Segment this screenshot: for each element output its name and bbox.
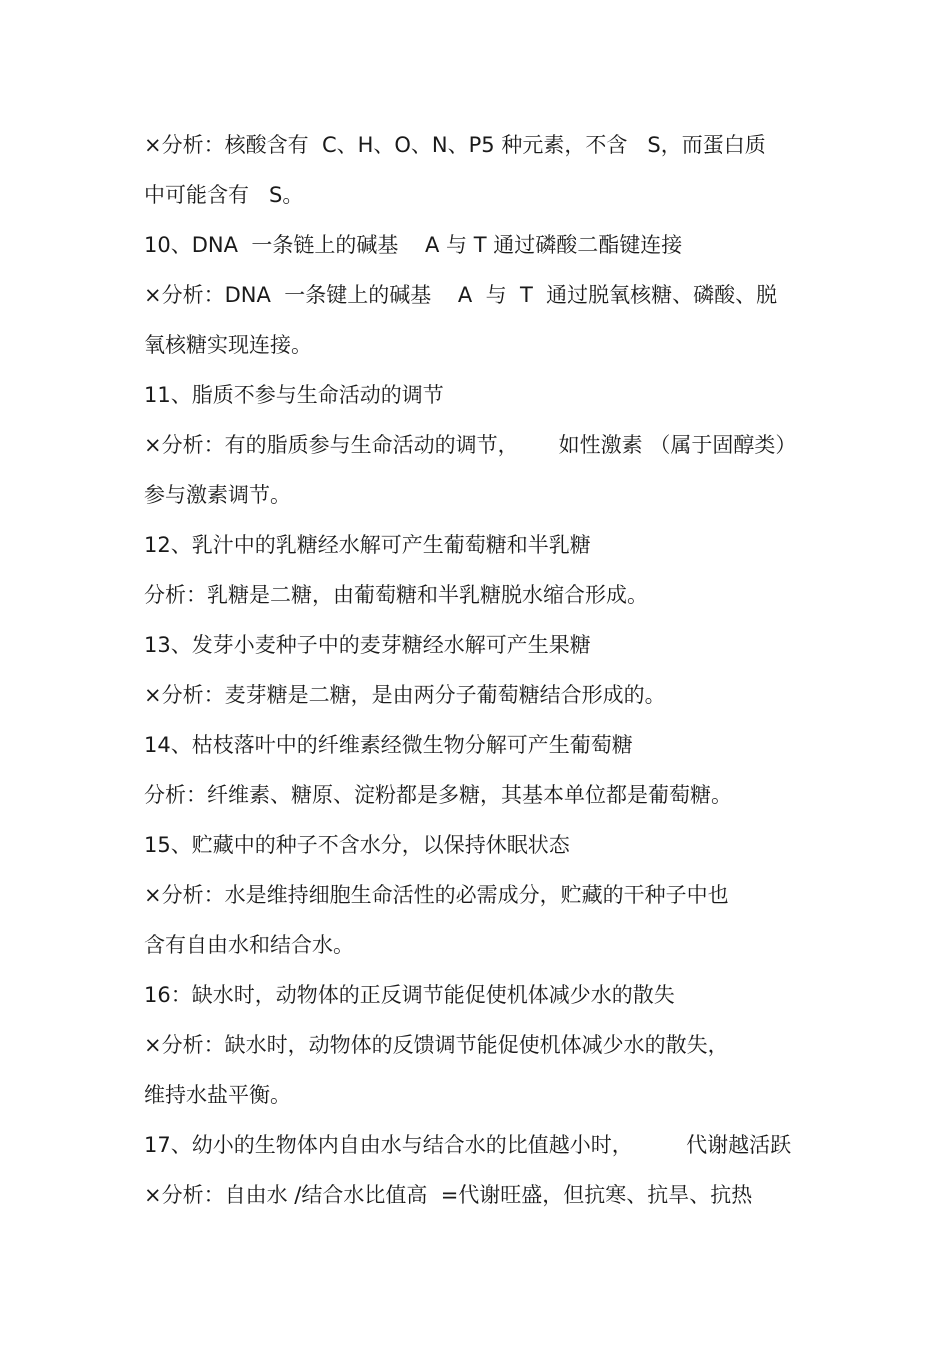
text-line: 分析：纤维素、糖原、淀粉都是多糖，其基本单位都是葡萄糖。	[144, 783, 732, 807]
text-line: ×分析：缺水时，动物体的反馈调节能促使机体减少水的散失，	[144, 1033, 729, 1057]
text-line: 14、枯枝落叶中的纤维素经微生物分解可产生葡萄糖	[144, 733, 633, 757]
text-line: 10、DNA 一条链上的碱基 A 与 T 通过磷酸二酯键连接	[144, 233, 683, 257]
text-line: 13、发芽小麦种子中的麦芽糖经水解可产生果糖	[144, 633, 591, 657]
text-line: ×分析：核酸含有 C、H、O、N、P5 种元素，不含 S，而蛋白质	[144, 133, 766, 157]
text-line: 11、脂质不参与生命活动的调节	[144, 383, 444, 407]
text-line: 分析：乳糖是二糖，由葡萄糖和半乳糖脱水缩合形成。	[144, 583, 648, 607]
text-line: ×分析：DNA 一条键上的碱基 A 与 T 通过脱氧核糖、磷酸、脱	[144, 283, 778, 307]
text-line: ×分析：麦芽糖是二糖，是由两分子葡萄糖结合形成的。	[144, 683, 666, 707]
text-line: ×分析：有的脂质参与生命活动的调节， 如性激素 （属于固醇类）	[144, 433, 797, 457]
text-line: 氧核糖实现连接。	[144, 333, 312, 357]
text-line: 含有自由水和结合水。	[144, 933, 354, 957]
text-line: 参与激素调节。	[144, 483, 291, 507]
text-line: ×分析：自由水 /结合水比值高 =代谢旺盛，但抗寒、抗旱、抗热	[144, 1183, 753, 1207]
text-line: 中可能含有 S。	[144, 183, 304, 207]
text-line: 维持水盐平衡。	[144, 1083, 291, 1107]
text-line: 17、幼小的生物体内自由水与结合水的比值越小时， 代谢越活跃	[144, 1133, 792, 1157]
text-line: 12、乳汁中的乳糖经水解可产生葡萄糖和半乳糖	[144, 533, 591, 557]
text-line: 16：缺水时，动物体的正反调节能促使机体减少水的散失	[144, 983, 675, 1007]
text-line: 15、贮藏中的种子不含水分，以保持休眠状态	[144, 833, 570, 857]
text-line: ×分析：水是维持细胞生命活性的必需成分，贮藏的干种子中也	[144, 883, 729, 907]
